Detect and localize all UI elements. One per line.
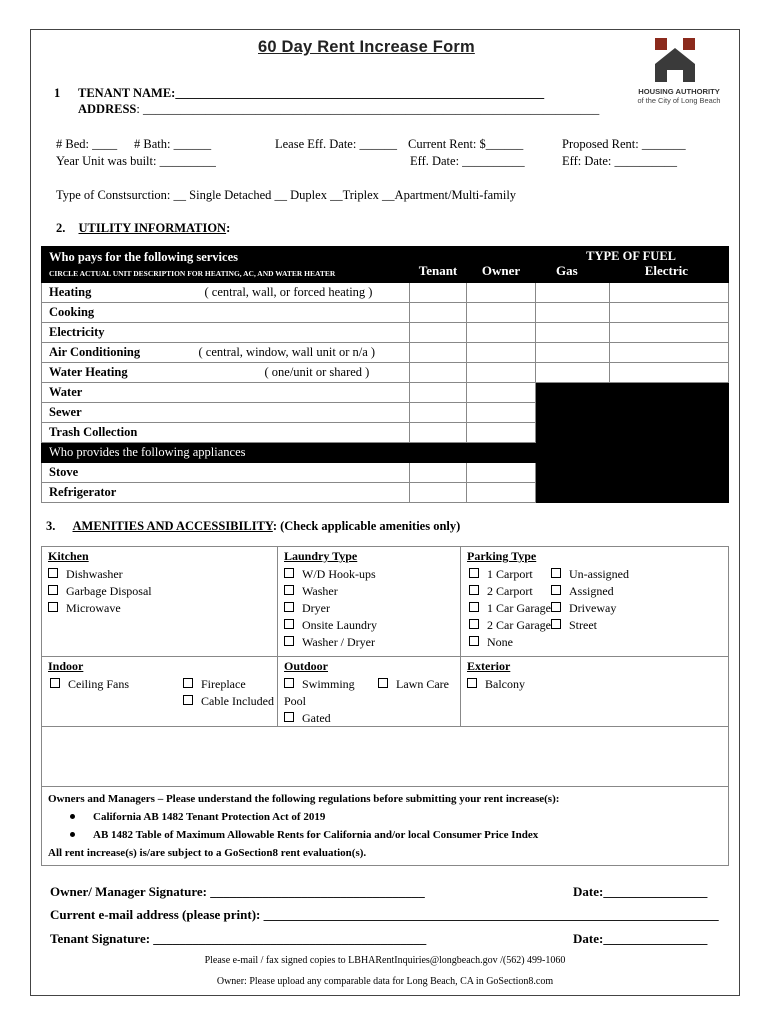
- checkbox-icon: [551, 602, 561, 612]
- checkbox-icon: [48, 585, 58, 595]
- section3-number: 3.: [46, 519, 56, 533]
- bed-field[interactable]: # Bed: ____: [56, 137, 118, 151]
- bullet-icon: [70, 832, 75, 837]
- year-built-field[interactable]: Year Unit was built: _________: [56, 154, 216, 168]
- logo-line2: of the City of Long Beach: [637, 96, 721, 105]
- checkbox-icon: [551, 568, 561, 578]
- checkbox-assigned[interactable]: Assigned: [551, 583, 629, 600]
- checkbox-dishwasher[interactable]: Dishwasher: [48, 566, 271, 583]
- appliance-row-refrigerator: Refrigerator: [42, 483, 729, 503]
- checkbox-icon: [48, 602, 58, 612]
- utility-row-trash: Trash Collection: [42, 423, 729, 443]
- checkbox-icon: [469, 636, 479, 646]
- col-owner: Owner: [467, 247, 536, 283]
- checkbox-swimming-pool[interactable]: Swimming: [284, 676, 355, 693]
- checkbox-cable-included[interactable]: Cable Included: [183, 693, 274, 710]
- tenant-name-field[interactable]: TENANT NAME:___________________________________________________________: [78, 86, 545, 100]
- checkbox-icon: [284, 636, 294, 646]
- parking-title: Parking Type: [467, 549, 537, 563]
- owner-date-field[interactable]: Date:________________: [573, 884, 708, 899]
- checkbox-icon: [183, 695, 193, 705]
- utility-row-cooking: Cooking: [42, 303, 729, 323]
- checkbox-icon: [284, 678, 294, 688]
- kitchen-title: Kitchen: [48, 549, 89, 563]
- checkbox-icon: [551, 585, 561, 595]
- current-rent-field[interactable]: Current Rent: $______: [408, 137, 524, 151]
- utility-row-air-conditioning: Air Conditioning ( central, window, wall unit or n/a ): [42, 343, 729, 363]
- section1-number: 1: [54, 86, 61, 100]
- checkbox-washer[interactable]: Washer: [284, 583, 454, 600]
- appliance-row-stove: Stove: [42, 463, 729, 483]
- email-field[interactable]: Current e-mail address (please print): ______________________________________________________________________: [50, 907, 719, 922]
- laundry-cell: [278, 547, 461, 657]
- appliances-header-row: Who provides the following appliances: [42, 443, 729, 463]
- checkbox-icon: [469, 619, 479, 629]
- owner-signature-field[interactable]: Owner/ Manager Signature: _________________________________: [50, 884, 425, 899]
- checkbox-ceiling-fans[interactable]: Ceiling Fans: [50, 676, 129, 693]
- section3-heading: 3. AMENITIES AND ACCESSIBILITY: (Check applicable amenities only): [46, 519, 461, 533]
- header-circle-note: CIRCLE ACTUAL UNIT DESCRIPTION FOR HEATING, AC, AND WATER HEATER: [49, 269, 336, 278]
- exterior-title: Exterior: [467, 659, 511, 673]
- checkbox-icon: [284, 602, 294, 612]
- utility-header-row: [42, 247, 729, 283]
- checkbox-garbage-disposal[interactable]: Garbage Disposal: [48, 583, 271, 600]
- checkbox-driveway[interactable]: Driveway: [551, 600, 629, 617]
- address-field[interactable]: ADDRESS: _________________________________________________________________________: [78, 102, 600, 116]
- utility-row-water: Water: [42, 383, 729, 403]
- header-who-pays: Who pays for the following services: [49, 250, 238, 264]
- notice-footer: All rent increase(s) is/are subject to a GoSection8 rent evaluation(s).: [48, 847, 367, 859]
- section2-label: UTILITY INFORMATION: [78, 221, 227, 235]
- swimming-pool-label-cont: Pool: [284, 694, 307, 708]
- checkbox-icon: [50, 678, 60, 688]
- proposed-rent-field[interactable]: Proposed Rent: _______: [562, 137, 686, 151]
- utility-row-heating: Heating ( central, wall, or forced heating ): [42, 283, 729, 303]
- col-electric: Electric: [644, 263, 688, 278]
- col-tenant: Tenant: [410, 247, 467, 283]
- checkbox-icon: [48, 568, 58, 578]
- address-label: ADDRESS: [78, 102, 137, 116]
- construction-type-field[interactable]: Type of Constsurction: __ Single Detached __ Duplex __Triplex __Apartment/Multi-family: [56, 188, 517, 202]
- parking-cell: [461, 547, 729, 657]
- section2-number: 2.: [56, 221, 66, 235]
- indoor-title: Indoor: [48, 659, 84, 673]
- checkbox-icon: [469, 585, 479, 595]
- checkbox-1-carport[interactable]: 1 Carport: [469, 566, 551, 583]
- checkbox-microwave[interactable]: Microwave: [48, 600, 271, 617]
- checkbox-icon: [183, 678, 193, 688]
- checkbox-icon: [469, 602, 479, 612]
- checkbox-lawn-care[interactable]: Lawn Care: [378, 676, 449, 693]
- type-of-fuel-header: TYPE OF FUEL: [586, 249, 676, 263]
- outdoor-title: Outdoor: [284, 659, 329, 673]
- eff-date-field[interactable]: Eff. Date: __________: [410, 154, 525, 168]
- form-title: 60 Day Rent Increase Form: [258, 38, 475, 56]
- checkbox-icon: [284, 568, 294, 578]
- kitchen-cell: [42, 547, 278, 657]
- checkbox-icon: [284, 585, 294, 595]
- checkbox-icon: [551, 619, 561, 629]
- col-gas: Gas: [556, 263, 578, 278]
- section2-heading: 2. UTILITY INFORMATION:: [56, 221, 231, 235]
- checkbox-icon: [284, 712, 294, 722]
- notice-bullet-1: California AB 1482 Tenant Protection Act of 2019: [48, 808, 722, 826]
- utility-table: [41, 246, 729, 503]
- footer-email-line: Please e-mail / fax signed copies to LBHARentInquiries@longbeach.gov /(562) 499-1060: [204, 955, 566, 966]
- checkbox-icon: [469, 568, 479, 578]
- logo-line1: HOUSING AUTHORITY: [638, 87, 720, 96]
- utility-row-electricity: Electricity: [42, 323, 729, 343]
- indoor-cell: [42, 657, 278, 727]
- utility-row-water-heating: Water Heating ( one/unit or shared ): [42, 363, 729, 383]
- section3-label: AMENITIES AND ACCESSIBILITY: [72, 519, 273, 533]
- checkbox-gated[interactable]: Gated: [284, 710, 355, 727]
- checkbox-icon: [378, 678, 388, 688]
- amenities-table: [41, 546, 729, 866]
- exterior-cell: [461, 657, 729, 727]
- checkbox-dryer[interactable]: Dryer: [284, 600, 454, 617]
- checkbox-1-car-garage[interactable]: 1 Car Garage: [469, 600, 551, 617]
- lease-eff-date-field[interactable]: Lease Eff. Date: ______: [275, 137, 397, 151]
- outdoor-cell: [278, 657, 461, 727]
- tenant-date-field[interactable]: Date:________________: [573, 931, 708, 946]
- bath-field[interactable]: # Bath: ______: [134, 137, 212, 151]
- checkbox-wd-hookups[interactable]: W/D Hook-ups: [284, 566, 454, 583]
- checkbox-street[interactable]: Street: [551, 617, 629, 634]
- tenant-signature-field[interactable]: Tenant Signature: __________________________________________: [50, 931, 427, 946]
- proposed-eff-date-field[interactable]: Eff: Date: __________: [562, 154, 678, 168]
- notice-heading: Owners and Managers – Please understand the following regulations before submitting your rent increase(s):: [48, 793, 560, 805]
- notice-cell: [42, 787, 729, 866]
- utility-row-sewer: Sewer: [42, 403, 729, 423]
- checkbox-balcony[interactable]: Balcony: [467, 676, 722, 693]
- checkbox-icon: [284, 619, 294, 629]
- footer-upload-line: Owner: Please upload any comparable data for Long Beach, CA in GoSection8.com: [216, 976, 554, 987]
- housing-authority-logo: [627, 36, 731, 108]
- notice-bullet-2: AB 1482 Table of Maximum Allowable Rents for California and/or local Consumer Price Index: [48, 826, 722, 844]
- bullet-icon: [70, 814, 75, 819]
- laundry-title: Laundry Type: [284, 549, 358, 563]
- checkbox-onsite-laundry[interactable]: Onsite Laundry: [284, 617, 454, 634]
- checkbox-icon: [467, 678, 477, 688]
- checkbox-unassigned[interactable]: Un-assigned: [551, 566, 629, 583]
- checkbox-none[interactable]: None: [469, 634, 551, 651]
- blank-notes-area[interactable]: [42, 727, 729, 787]
- checkbox-washer-dryer[interactable]: Washer / Dryer: [284, 634, 454, 651]
- checkbox-fireplace[interactable]: Fireplace: [183, 676, 274, 693]
- checkbox-2-carport[interactable]: 2 Carport: [469, 583, 551, 600]
- checkbox-2-car-garage[interactable]: 2 Car Garage: [469, 617, 551, 634]
